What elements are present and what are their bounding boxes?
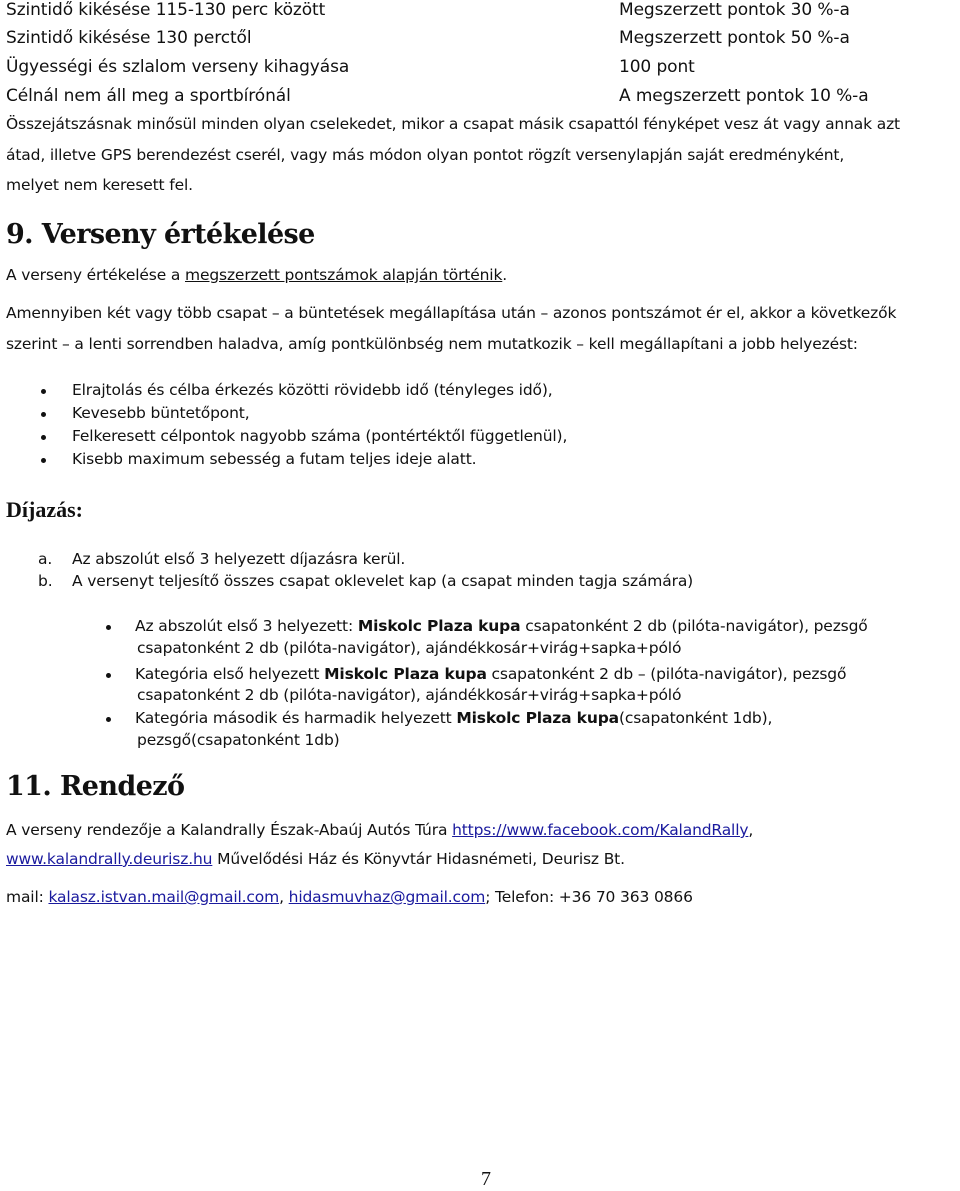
collusion-line: melyet nem keresett fel. [6,176,193,194]
scoring-row-label: Ügyességi és szlalom verseny kihagyása [6,57,350,77]
list-item-continuation: csapatonként 2 db (pilóta-navigátor), ajándékkosár+virág+sapka+póló [137,686,682,704]
cup-name: Miskolc Plaza kupa [357,617,521,635]
bullet-icon [41,412,46,417]
scoring-row-label: Szintidő kikésése 130 perctől [6,28,252,48]
list-item: Kevesebb büntetőpont, [72,404,250,422]
separator: , [279,888,289,906]
section-9-heading: 9. Verseny értékelése [6,219,315,250]
prize-text: Az abszolút első 3 helyezett: [135,617,358,635]
organizer-text: Művelődési Ház és Könyvtár Hidasnémeti, Deurisz Bt. [212,850,625,868]
cup-name: Miskolc Plaza kupa [324,665,487,683]
scoring-row-value: Megszerzett pontok 30 %-a [619,0,850,20]
tie-rule-line: szerint – a lenti sorrendben haladva, amíg pontkülönbség nem mutatkozik – kell megállapítani a jobb helyezést: [6,335,858,353]
facebook-link[interactable]: https://www.facebook.com/KalandRally [452,821,749,839]
scoring-row-value: A megszerzett pontok 10 %-a [619,86,869,106]
list-item-continuation: pezsgő(csapatonként 1db) [137,731,340,749]
bullet-icon [106,717,111,722]
list-item [135,709,772,727]
tie-rule-line: Amennyiben két vagy több csapat – a büntetések megállapítása után – azonos pontszámot ér el, akkor a következők [6,304,897,322]
organizer-line [6,850,625,868]
organizer-line [6,821,753,839]
organizer-text: A verseny rendezője a Kalandrally Észak-Abaúj Autós Túra [6,821,453,839]
list-item: Kisebb maximum sebesség a futam teljes ideje alatt. [72,450,477,468]
contact-line [6,888,693,906]
collusion-line: átad, illetve GPS berendezést cserél, vagy más módon olyan pontot rögzít versenylapján saját eredményként, [6,146,845,164]
prize-text: (csapatonként 1db), [618,709,773,727]
email-link[interactable]: hidasmuvhaz@gmail.com [288,888,486,906]
scoring-row-label: Szintidő kikésése 115-130 perc között [6,0,326,20]
list-item: Elrajtolás és célba érkezés közötti rövidebb idő (tényleges idő), [72,381,553,399]
prize-item-a: Az abszolút első 3 helyezett díjazásra kerül. [72,550,406,568]
mail-label: mail: [6,888,49,906]
bullet-icon [41,458,46,463]
evaluation-intro-suffix: . [502,266,508,284]
evaluation-intro [6,266,507,284]
list-marker: a. [38,550,53,568]
cup-name: Miskolc Plaza kupa [456,709,619,727]
prize-item-b: A versenyt teljesítő összes csapat oklevelet kap (a csapat minden tagja számára) [72,572,694,590]
prize-text: Kategória első helyezett [135,665,325,683]
website-link[interactable]: www.kalandrally.deurisz.hu [6,850,213,868]
scoring-row-value: 100 pont [619,57,695,77]
list-item: Felkeresett célpontok nagyobb száma (pontértéktől függetlenül), [72,427,568,445]
list-marker: b. [38,572,53,590]
bullet-icon [41,389,46,394]
section-11-heading: 11. Rendező [6,771,185,802]
list-item-continuation: csapatonként 2 db (pilóta-navigátor), ajándékkosár+virág+sapka+póló [137,639,682,657]
evaluation-intro-underlined: megszerzett pontszámok alapján történik [185,266,503,284]
list-item [135,665,846,683]
prize-text: csapatonként 2 db (pilóta-navigátor), pezsgő [520,617,868,635]
collusion-line: Összejátszásnak minősül minden olyan cselekedet, mikor a csapat másik csapattól fényképet vesz át vagy annak azt [6,115,900,133]
phone-text: ; Telefon: +36 70 363 0866 [485,888,693,906]
prize-text: Kategória második és harmadik helyezett [135,709,457,727]
page-number: 7 [481,1168,491,1190]
evaluation-intro-prefix: A verseny értékelése a [6,266,185,284]
organizer-text: , [748,821,754,839]
scoring-row-value: Megszerzett pontok 50 %-a [619,28,850,48]
prizes-heading: Díjazás: [6,497,83,522]
email-link[interactable]: kalasz.istvan.mail@gmail.com [48,888,280,906]
bullet-icon [106,673,111,678]
bullet-icon [106,625,111,630]
scoring-row-label: Célnál nem áll meg a sportbírónál [6,86,291,106]
prize-text: csapatonként 2 db – (pilóta-navigátor), pezsgő [486,665,847,683]
list-item [135,617,868,635]
bullet-icon [41,435,46,440]
